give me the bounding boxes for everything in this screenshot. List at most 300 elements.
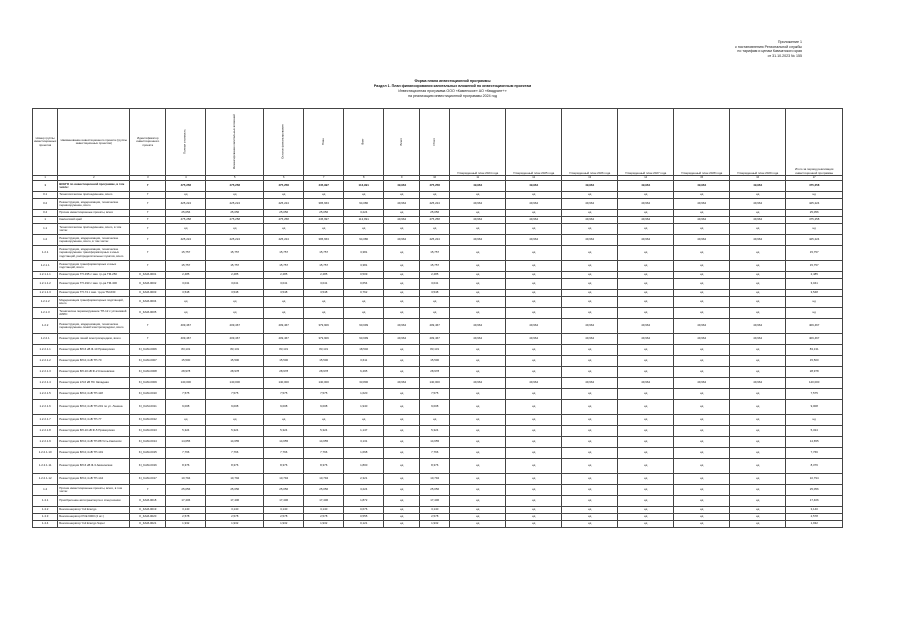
cell-year-plan: нд [674,448,730,459]
cell-year-plan: 15,500 [786,356,843,367]
cell-id: K_KAM-0021 [130,521,166,528]
cell-v2: 140,000 [206,378,264,389]
cell-year-plan: нд [450,437,506,448]
column-number-cell: 17 [786,176,843,181]
cell-year-plan: 49,964 [562,378,618,389]
cell-v4: нд [304,297,344,308]
cell-v2: 15,500 [206,356,264,367]
cell-year-plan: нд [506,448,562,459]
cell-v7: 3,548 [420,290,450,297]
cell-year-plan: нд [562,246,618,261]
cell-year-plan: нд [618,400,674,415]
cell-v1: 7,766 [166,448,206,459]
cell-v3: 28,978 [264,367,304,378]
cell-v1: 5,324 [166,426,206,437]
cell-year-plan: нд [450,356,506,367]
cell-year-plan: нд [450,210,506,217]
cell-v5: 113,991 [344,181,384,192]
cell-year-plan: нд [674,192,730,199]
cell-v6: нд [384,224,420,235]
table-row [33,514,843,521]
cell-id: Г [130,334,166,345]
cell-v1: нд [166,308,206,319]
cell-year-plan: нд [730,345,786,356]
cell-v4: 2,578 [304,514,344,521]
cell-v3: 3,548 [264,290,304,297]
cell-no: 1.2.2.1.2 [33,356,58,367]
cell-year-plan: 49,964 [450,217,506,224]
cell-v5: 3,611 [344,356,384,367]
cell-id: Г [130,224,166,235]
cell-v7: 2,485 [420,272,450,279]
cell-year-plan: 49,964 [730,217,786,224]
cell-v4: 395,663 [304,199,344,210]
cell-year-plan: нд [450,224,506,235]
cell-v5: 1,147 [344,426,384,437]
table-row [33,308,843,319]
cell-v5: 0,676 [344,507,384,514]
cell-year-plan: нд [618,459,674,474]
cell-v3: 15,757 [264,261,304,272]
cell-no: 1.2.2.1.8 [33,426,58,437]
cell-v6: нд [384,426,420,437]
cell-v3: 14,655 [264,437,304,448]
cell-no: 1.1 [33,224,58,235]
cell-year-plan: нд [730,459,786,474]
cell-id: KI_KAM-0010 [130,389,166,400]
table-row [33,485,843,496]
cell-v6: нд [384,261,420,272]
cell-year-plan: нд [674,297,730,308]
cell-v3: 3,140 [264,507,304,514]
cell-v5: 90,699 [344,334,384,345]
cell-year-plan: 49,964 [674,235,730,246]
cell-v7: 25,056 [420,210,450,217]
cell-year-plan: нд [618,192,674,199]
cell-id: KI_KAM-0012 [130,415,166,426]
cell-no: 1.2.2.1.5 [33,389,58,400]
cell-v6: нд [384,459,420,474]
table-row [33,521,843,528]
cell-year-plan: нд [506,290,562,297]
cell-year-plan: нд [450,308,506,319]
cell-v2: 14,655 [206,437,264,448]
cell-year-plan: 49,964 [674,199,730,210]
cell-name: Прочие инвестиционные проекты, всего [58,210,130,217]
cell-year-plan: нд [786,297,843,308]
cell-v1: 17,406 [166,496,206,507]
cell-year-plan: нд [730,514,786,521]
cell-v6: 49,964 [384,334,420,345]
cell-year-plan: нд [506,367,562,378]
cell-v4: 5,324 [304,426,344,437]
cell-v1: 28,978 [166,367,206,378]
cell-no: 0.1 [33,192,58,199]
cell-v4: 445,997 [304,181,344,192]
header-cell: Утвержденный план 2029 года [730,109,786,176]
cell-year-plan: 83,131 [786,345,843,356]
cell-v2: 8,376 [206,459,264,474]
program-title: Инвестиционная программа ООО «Каменское» АО «Квадрант+» [398,89,507,93]
cell-year-plan: нд [450,246,506,261]
cell-year-plan: 409,467 [786,334,843,345]
cell-year-plan: нд [506,496,562,507]
cell-v6: нд [384,290,420,297]
cell-v6: нд [384,437,420,448]
cell-year-plan: нд [674,246,730,261]
cell-no: 1 [33,181,58,192]
cell-year-plan: нд [618,246,674,261]
table-row [33,448,843,459]
column-number-cell: 14 [618,176,674,181]
cell-no: 1.2.2.1.7 [33,415,58,426]
cell-v7: 8,376 [420,459,450,474]
cell-v3: нд [264,308,304,319]
cell-year-plan: нд [506,514,562,521]
cell-v4: 15,500 [304,356,344,367]
cell-name: Реконструкция ВЛ-0,4 кВ ТП-77 [58,415,130,426]
cell-year-plan: нд [450,192,506,199]
cell-v3: 15,757 [264,246,304,261]
cell-year-plan: нд [618,496,674,507]
cell-v3: 10,794 [264,474,304,485]
cell-v3: 409,467 [264,319,304,334]
cell-year-plan: нд [562,448,618,459]
cell-year-plan: нд [506,437,562,448]
cell-year-plan: нд [618,389,674,400]
cell-v7: 28,978 [420,367,450,378]
cell-name: Реконструкция ТП-193 с зам. тр-ра ТМ-400 [58,279,130,290]
cell-no: 1.2.2.1.3 [33,367,58,378]
cell-year-plan: нд [506,507,562,514]
table-row [33,426,843,437]
cell-year-plan: 49,964 [562,181,618,192]
cell-v6: нд [384,367,420,378]
cell-year-plan: нд [450,426,506,437]
cell-id: K_KAM-0003 [130,290,166,297]
cell-year-plan: нд [674,474,730,485]
cell-v4: 2,485 [304,272,344,279]
cell-v2: 3,548 [206,290,264,297]
cell-year-plan: 49,964 [618,235,674,246]
cell-name: Бензогенератор Yuli Energo Super [58,521,130,528]
cell-year-plan: нд [506,297,562,308]
cell-v7: нд [420,415,450,426]
cell-name: Бензогенератор Yuli Energo [58,507,130,514]
cell-v6: нд [384,297,420,308]
cell-name: Реконструкция ВЛ-0,4 кВ ТП-88 Усть-Камчатск [58,437,130,448]
cell-v7: 15,500 [420,356,450,367]
column-number-cell: 6 [264,176,304,181]
cell-v3: 475,258 [264,217,304,224]
cell-v7: 5,324 [420,426,450,437]
form-title: Форма плана инвестиционной программы [414,79,491,83]
cell-year-plan: 49,964 [618,217,674,224]
cell-year-plan: 49,964 [618,181,674,192]
cell-no: 1.4.4 [33,521,58,528]
cell-v6: 49,964 [384,199,420,210]
cell-id: Г [130,246,166,261]
cell-year-plan: 9,008 [786,400,843,415]
cell-year-plan: 49,964 [618,334,674,345]
cell-v2: 9,008 [206,400,264,415]
cell-year-plan: нд [562,367,618,378]
cell-year-plan: нд [450,367,506,378]
cell-name: Реконструкция, модернизация, техническое перевооружение, всего, в том числе: [58,235,130,246]
cell-v4: 379,906 [304,319,344,334]
cell-year-plan: 25,056 [786,210,843,217]
cell-year-plan: 49,964 [562,199,618,210]
cell-v2: 15,757 [206,261,264,272]
cell-no: 0.4 [33,210,58,217]
cell-v4: 15,757 [304,261,344,272]
cell-year-plan: 17,406 [786,496,843,507]
cell-year-plan: нд [618,448,674,459]
cell-year-plan: нд [730,246,786,261]
cell-name: Реконструкция ВЛ-0,4 кВ ТП-144 [58,474,130,485]
cell-v1: нд [166,192,206,199]
cell-year-plan: 49,964 [450,319,506,334]
cell-year-plan: 3,041 [786,279,843,290]
cell-year-plan: нд [674,290,730,297]
cell-v2: 3,140 [206,507,264,514]
cell-v2: 10,794 [206,474,264,485]
cell-year-plan: 49,964 [450,334,506,345]
table-row [33,224,843,235]
cell-year-plan: нд [674,356,730,367]
cell-no: 1.2.1.1.2 [33,279,58,290]
cell-year-plan: нд [618,279,674,290]
cell-v5: нд [344,297,384,308]
cell-v2: 83,131 [206,345,264,356]
cell-no: 1.2.1.1.1 [33,272,58,279]
cell-year-plan: нд [730,437,786,448]
cell-no: 1.2.2.1.6 [33,400,58,415]
cell-year-plan: нд [450,448,506,459]
cell-year-plan: нд [506,210,562,217]
cell-year-plan: нд [618,297,674,308]
column-number-cell: 8 [344,176,384,181]
cell-v7: 15,757 [420,246,450,261]
cell-v2: 17,406 [206,496,264,507]
cell-v1: 425,224 [166,199,206,210]
cell-v2: 5,324 [206,426,264,437]
cell-no: 1.2.2.1.10 [33,448,58,459]
cell-v7: 409,467 [420,319,450,334]
cell-year-plan: нд [562,426,618,437]
cell-v3: нд [264,415,304,426]
cell-year-plan: нд [674,459,730,474]
cell-v7: 409,467 [420,334,450,345]
cell-year-plan: нд [506,474,562,485]
cell-name: Реконструкция, модернизация, техническое перевооружение трансформаторных и иных подстанций, распределительных пунктов, всего [58,246,130,261]
cell-v1: 3,548 [166,290,206,297]
cell-v3: 425,224 [264,235,304,246]
cell-v3: нд [264,297,304,308]
cell-year-plan: нд [730,415,786,426]
cell-year-plan: нд [506,308,562,319]
cell-no: 1.2.2.1.4 [33,378,58,389]
column-number-cell: 12 [506,176,562,181]
cell-v2: 2,578 [206,514,264,521]
cell-v3: 2,578 [264,514,304,521]
cell-v1: нд [166,224,206,235]
cell-v5: нд [344,415,384,426]
cell-year-plan: нд [562,224,618,235]
column-number-cell: 10 [420,176,450,181]
cell-no: 1.2.2 [33,319,58,334]
cell-year-plan: нд [506,192,562,199]
cell-year-plan: 2,578 [786,514,843,521]
cell-year-plan: нд [562,474,618,485]
cell-no: 1.4.2 [33,507,58,514]
cell-year-plan: нд [618,367,674,378]
cell-v1: 3,041 [166,279,206,290]
cell-v4: нд [304,224,344,235]
cell-id: KI_KAM-0015 [130,448,166,459]
cell-v5: 0,121 [344,521,384,528]
cell-v1: 409,467 [166,319,206,334]
cell-v1: 475,258 [166,181,206,192]
cell-v6: 49,964 [384,319,420,334]
header-cell: Номер группы инвестиционных проектов [33,109,58,176]
cell-year-plan: нд [562,345,618,356]
table-row [33,345,843,356]
cell-v4: 28,978 [304,367,344,378]
cell-year-plan: нд [674,367,730,378]
cell-year-plan: 49,964 [562,319,618,334]
cell-year-plan: нд [674,210,730,217]
cell-name: Реконструкция ВЛ-6 кВ Ф-3 Авачинская [58,459,130,474]
cell-year-plan: 3,140 [786,507,843,514]
cell-v5: нд [344,224,384,235]
cell-v6: нд [384,356,420,367]
cell-v1: 83,131 [166,345,206,356]
cell-v6: нд [384,272,420,279]
cell-year-plan: нд [562,279,618,290]
cell-year-plan: 140,000 [786,378,843,389]
cell-v4: 140,000 [304,378,344,389]
cell-year-plan: нд [674,507,730,514]
cell-year-plan: 49,964 [450,181,506,192]
cell-v2: нд [206,224,264,235]
cell-v4: 445,997 [304,217,344,224]
cell-year-plan: нд [506,272,562,279]
cell-year-plan: нд [618,308,674,319]
cell-id: KI_KAM-0008 [130,367,166,378]
cell-year-plan: 49,964 [506,217,562,224]
cell-v2: 7,575 [206,389,264,400]
cell-v4: 10,794 [304,474,344,485]
column-number-cell: 13 [562,176,618,181]
cell-id: Г [130,235,166,246]
table-row [33,378,843,389]
cell-v7: 25,056 [420,485,450,496]
cell-v6: нд [384,496,420,507]
cell-year-plan: нд [562,389,618,400]
cell-year-plan: 49,964 [730,319,786,334]
cell-v2: 25,056 [206,210,264,217]
header-label: Факт [361,138,366,146]
table-row [33,400,843,415]
cell-v3: нд [264,224,304,235]
table-row [33,181,843,192]
header-cell: Утвержденный план 2024 года [450,109,506,176]
table-row [33,415,843,426]
cell-year-plan: нд [562,415,618,426]
column-number-cell: 11 [450,176,506,181]
cell-year-plan: нд [674,389,730,400]
cell-v3: 5,324 [264,426,304,437]
cell-year-plan: нд [450,279,506,290]
cell-v7: нд [420,224,450,235]
cell-v7: 425,224 [420,235,450,246]
cell-v5: 94,080 [344,199,384,210]
cell-v6: нд [384,389,420,400]
cell-v5: 1,940 [344,400,384,415]
cell-year-plan: 425,224 [786,199,843,210]
cell-year-plan: нд [450,290,506,297]
cell-v2: 7,766 [206,448,264,459]
cell-year-plan: нд [618,356,674,367]
cell-year-plan: нд [506,224,562,235]
cell-id: Г [130,261,166,272]
cell-year-plan: нд [506,389,562,400]
cell-year-plan: нд [450,485,506,496]
cell-year-plan: 28,978 [786,367,843,378]
cell-v4: нд [304,308,344,319]
cell-id: K_KAM-0004 [130,297,166,308]
cell-name: Камчатский край [58,217,130,224]
cell-year-plan: 49,964 [618,199,674,210]
table-row [33,496,843,507]
cell-no: 1.2.1.3 [33,308,58,319]
cell-year-plan: 49,964 [674,217,730,224]
cell-year-plan: нд [450,507,506,514]
cell-year-plan: нд [506,426,562,437]
cell-v5: 18,540 [344,345,384,356]
cell-v4: 25,056 [304,485,344,496]
cell-v3: 7,766 [264,448,304,459]
cell-year-plan: нд [450,415,506,426]
cell-name: Реконструкция ВЛ-0,4 кВ ТП-118 [58,389,130,400]
header-cell: Утвержденный план 2027 года [618,109,674,176]
cell-v5: 3,224 [344,485,384,496]
cell-id: K_KAM-0020 [130,514,166,521]
cell-year-plan: нд [506,415,562,426]
header-cell [420,109,450,176]
cell-year-plan: нд [562,210,618,217]
header-cell [384,109,420,176]
cell-year-plan: нд [618,426,674,437]
approval-line: к постановлению Региональной службы [735,44,802,49]
cell-year-plan: нд [674,224,730,235]
cell-id: Г [130,485,166,496]
cell-v1: 140,000 [166,378,206,389]
cell-id: Г [130,319,166,334]
column-number-cell: 15 [674,176,730,181]
cell-v2: 409,467 [206,334,264,345]
table-row [33,474,843,485]
cell-v5: 3,381 [344,246,384,261]
column-number-cell: 16 [730,176,786,181]
cell-no: 1.2.1.1.3 [33,290,58,297]
cell-v6: нд [384,246,420,261]
investment-table-wrapper [32,108,843,528]
cell-v6: нд [384,192,420,199]
cell-id: Г [130,181,166,192]
cell-v7: 17,406 [420,496,450,507]
